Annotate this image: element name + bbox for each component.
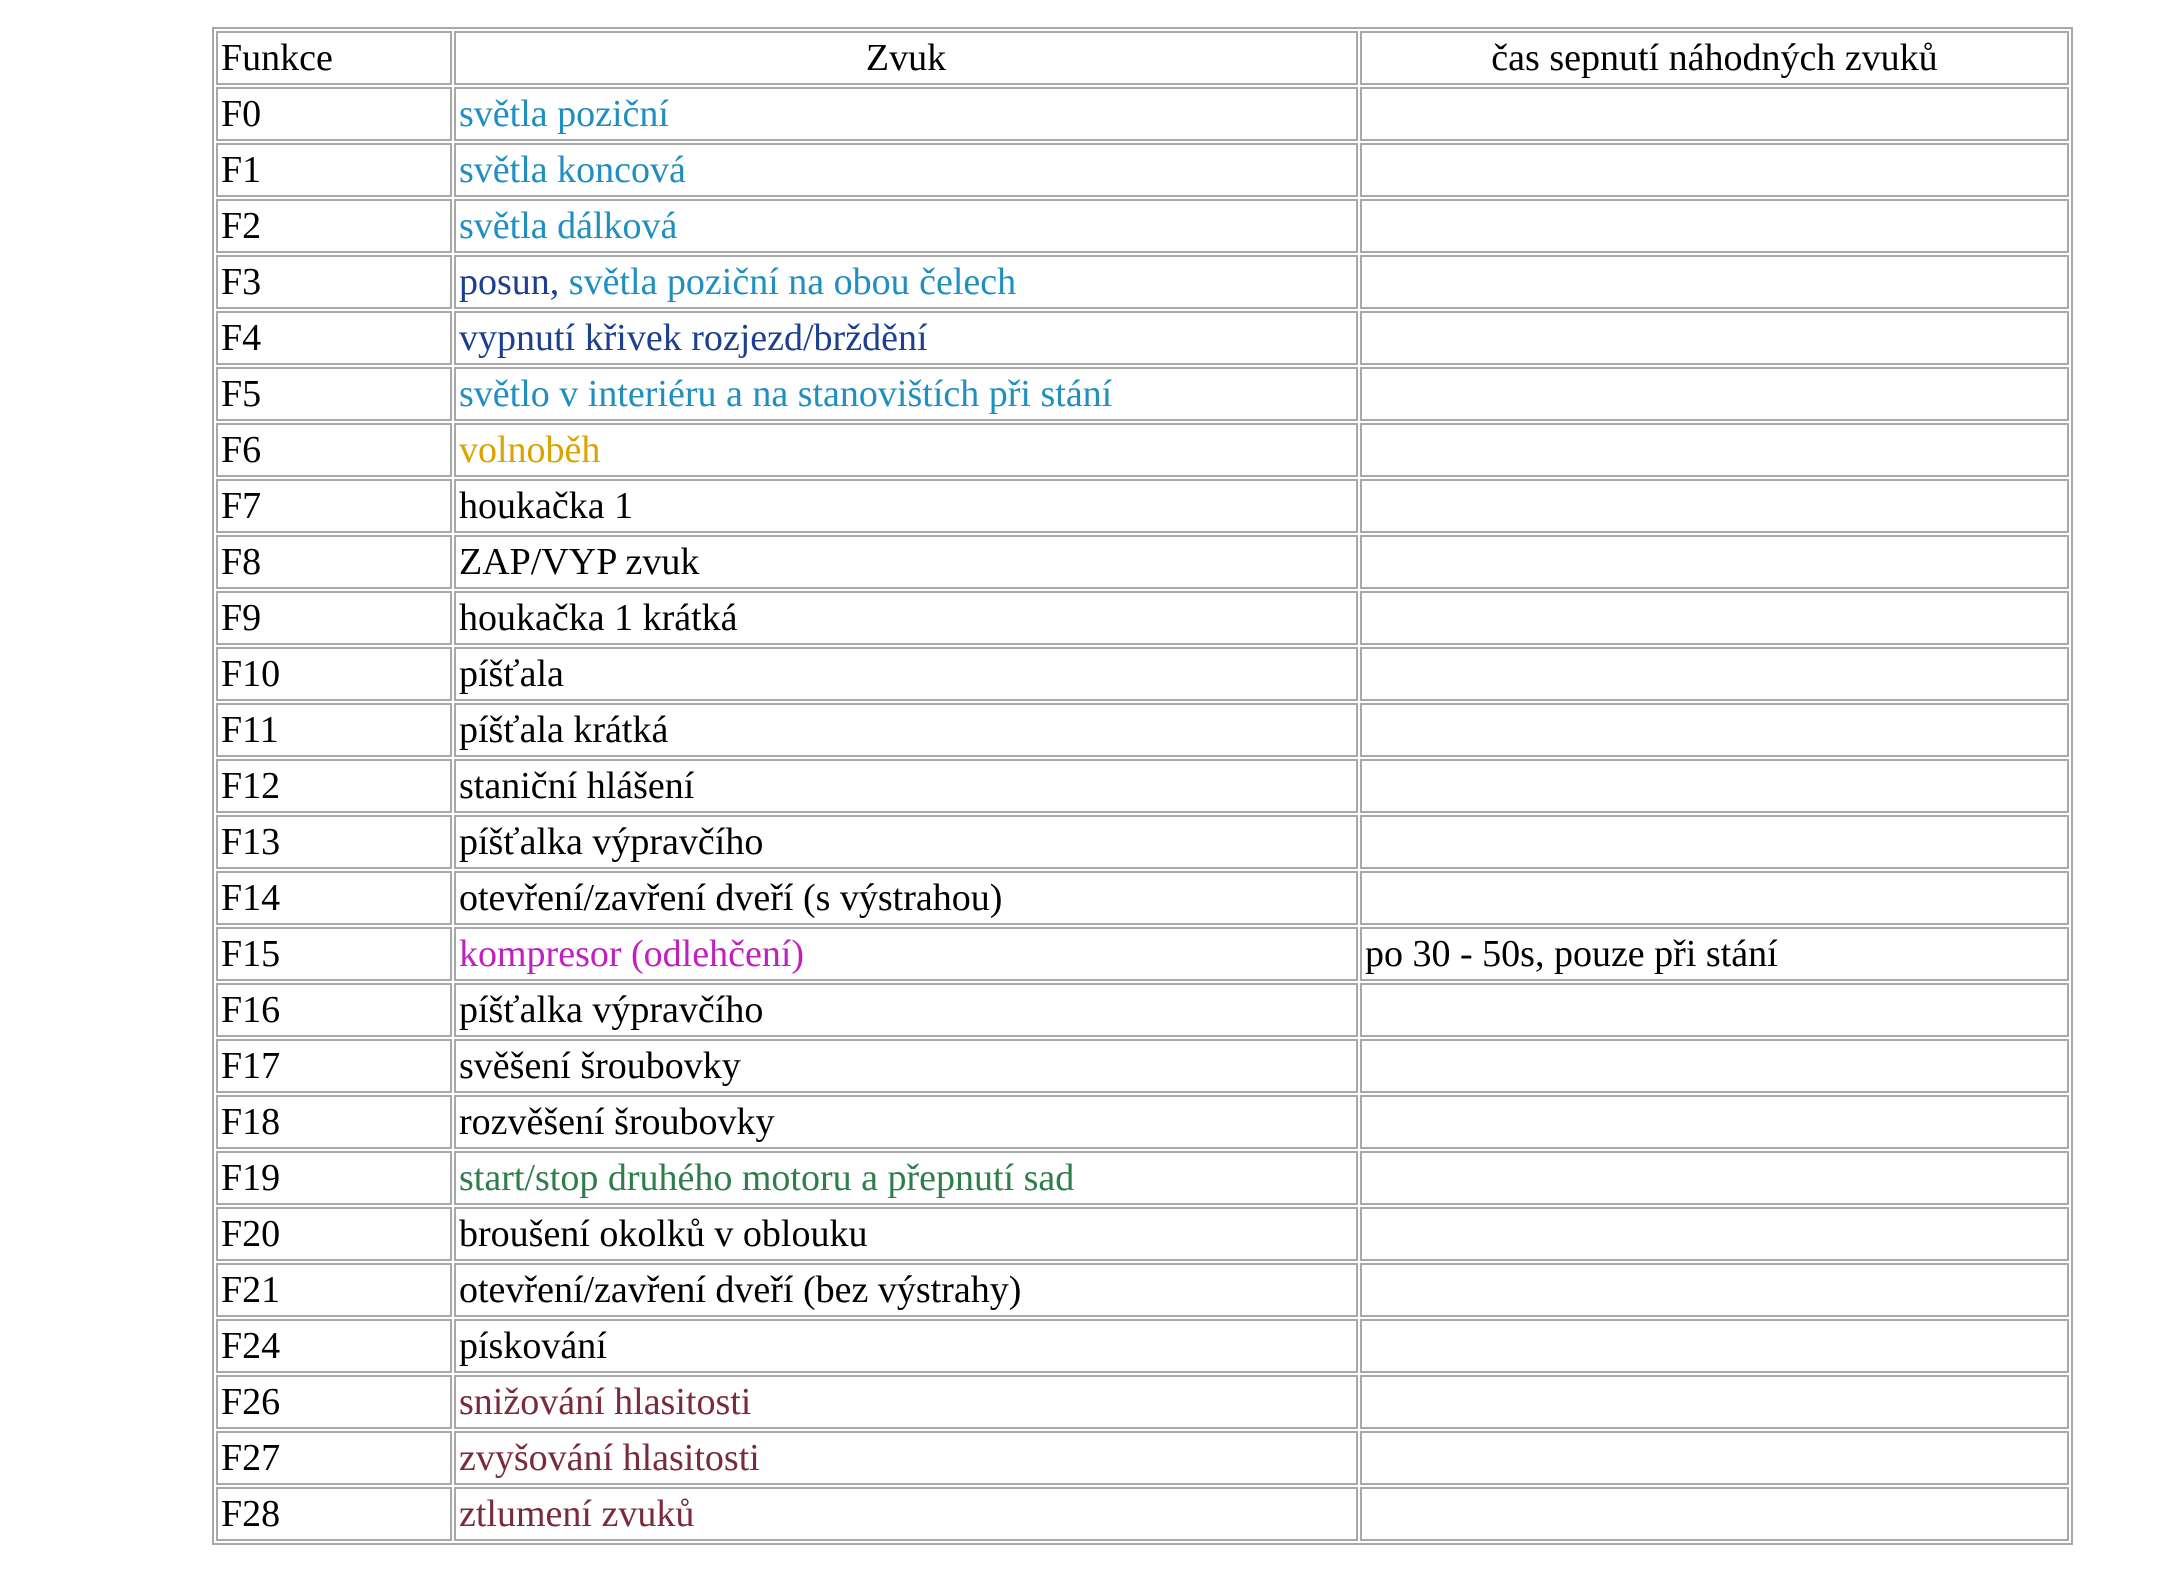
table-row <box>216 983 2069 1037</box>
table-row <box>216 591 2069 645</box>
sound-cell <box>454 199 1358 253</box>
sound-cell <box>454 1487 1358 1541</box>
table-row <box>216 255 2069 309</box>
sound-text: svěšení šroubovky <box>459 1045 741 1087</box>
table-row <box>216 703 2069 757</box>
sound-cell <box>454 423 1358 477</box>
sound-cell <box>454 479 1358 533</box>
sound-cell <box>454 1095 1358 1149</box>
sound-cell <box>454 1431 1358 1485</box>
sound-cell <box>454 255 1358 309</box>
time-cell <box>1360 815 2069 869</box>
table-row <box>216 1375 2069 1429</box>
sound-text: světla poziční <box>459 93 669 135</box>
time-cell <box>1360 1039 2069 1093</box>
sound-cell <box>454 927 1358 981</box>
sound-cell <box>454 1039 1358 1093</box>
table-row <box>216 143 2069 197</box>
table-row <box>216 1263 2069 1317</box>
function-cell: F19 <box>216 1151 452 1205</box>
sound-text: píšťalka výpravčího <box>459 821 764 863</box>
sound-text: volnoběh <box>459 429 601 471</box>
sound-text: snižování hlasitosti <box>459 1381 752 1423</box>
function-cell: F13 <box>216 815 452 869</box>
time-cell <box>1360 759 2069 813</box>
table-header-row <box>216 31 2069 85</box>
function-cell: F17 <box>216 1039 452 1093</box>
sound-text: staniční hlášení <box>459 765 695 807</box>
function-cell: F26 <box>216 1375 452 1429</box>
function-cell: F15 <box>216 927 452 981</box>
table-row <box>216 1151 2069 1205</box>
time-cell <box>1360 1151 2069 1205</box>
function-cell: F3 <box>216 255 452 309</box>
sound-text: ztlumení zvuků <box>459 1493 695 1535</box>
time-cell <box>1360 983 2069 1037</box>
sound-text: píšťala krátká <box>459 709 669 751</box>
sound-cell <box>454 647 1358 701</box>
table-row <box>216 479 2069 533</box>
time-cell <box>1360 199 2069 253</box>
time-cell <box>1360 1319 2069 1373</box>
function-table <box>212 27 2073 1545</box>
time-cell <box>1360 871 2069 925</box>
table-row <box>216 311 2069 365</box>
function-cell: F21 <box>216 1263 452 1317</box>
time-cell <box>1360 143 2069 197</box>
time-cell <box>1360 87 2069 141</box>
sound-text: zvyšování hlasitosti <box>459 1437 760 1479</box>
function-cell: F2 <box>216 199 452 253</box>
function-cell: F27 <box>216 1431 452 1485</box>
sound-cell <box>454 815 1358 869</box>
time-cell <box>1360 479 2069 533</box>
time-cell <box>1360 1095 2069 1149</box>
function-cell: F20 <box>216 1207 452 1261</box>
sound-text: světla poziční na obou čelech <box>568 261 1017 303</box>
table-row <box>216 199 2069 253</box>
table-row <box>216 1487 2069 1541</box>
table-row <box>216 1431 2069 1485</box>
function-cell: F0 <box>216 87 452 141</box>
table-row <box>216 871 2069 925</box>
table-row <box>216 1207 2069 1261</box>
function-cell: F4 <box>216 311 452 365</box>
function-cell: F24 <box>216 1319 452 1373</box>
table-row <box>216 1095 2069 1149</box>
table-row <box>216 759 2069 813</box>
table-row <box>216 367 2069 421</box>
sound-cell <box>454 871 1358 925</box>
table-row <box>216 535 2069 589</box>
time-cell <box>1360 1375 2069 1429</box>
time-cell <box>1360 703 2069 757</box>
sound-text: rozvěšení šroubovky <box>459 1101 775 1143</box>
sound-cell <box>454 1263 1358 1317</box>
sound-text: světla dálková <box>459 205 678 247</box>
sound-cell <box>454 535 1358 589</box>
function-cell: F6 <box>216 423 452 477</box>
sound-text: otevření/zavření dveří (bez výstrahy) <box>459 1269 1022 1311</box>
table-row <box>216 647 2069 701</box>
sound-cell <box>454 983 1358 1037</box>
sound-text: světlo v interiéru a na stanovištích při stání <box>459 373 1113 415</box>
function-cell: F7 <box>216 479 452 533</box>
sound-cell <box>454 143 1358 197</box>
header-function: Funkce <box>216 31 452 85</box>
sound-cell <box>454 1207 1358 1261</box>
function-cell: F10 <box>216 647 452 701</box>
function-cell: F18 <box>216 1095 452 1149</box>
function-cell: F5 <box>216 367 452 421</box>
header-time: čas sepnutí náhodných zvuků <box>1360 31 2069 85</box>
time-cell <box>1360 423 2069 477</box>
sound-text: píšťala <box>459 653 564 695</box>
header-sound: Zvuk <box>454 31 1358 85</box>
table-row <box>216 815 2069 869</box>
time-cell <box>1360 311 2069 365</box>
function-cell: F1 <box>216 143 452 197</box>
sound-text: světla koncová <box>459 149 686 191</box>
sound-cell <box>454 87 1358 141</box>
table-body <box>216 31 2069 1541</box>
time-cell <box>1360 1207 2069 1261</box>
time-cell: po 30 - 50s, pouze při stání <box>1360 927 2069 981</box>
function-cell: F14 <box>216 871 452 925</box>
function-cell: F12 <box>216 759 452 813</box>
time-cell <box>1360 535 2069 589</box>
function-cell: F16 <box>216 983 452 1037</box>
table-row <box>216 87 2069 141</box>
sound-text: houkačka 1 <box>459 485 634 527</box>
time-cell <box>1360 1263 2069 1317</box>
table-row <box>216 423 2069 477</box>
sound-text: start/stop druhého motoru a přepnutí sad <box>459 1157 1075 1199</box>
table-row <box>216 927 2069 981</box>
time-cell <box>1360 591 2069 645</box>
sound-cell <box>454 1319 1358 1373</box>
sound-text: houkačka 1 krátká <box>459 597 738 639</box>
table-row <box>216 1319 2069 1373</box>
function-cell: F28 <box>216 1487 452 1541</box>
table-row <box>216 1039 2069 1093</box>
time-cell <box>1360 647 2069 701</box>
time-cell <box>1360 1431 2069 1485</box>
sound-cell <box>454 759 1358 813</box>
sound-cell <box>454 591 1358 645</box>
time-cell <box>1360 1487 2069 1541</box>
sound-text: broušení okolků v oblouku <box>459 1213 868 1255</box>
sound-text: posun, <box>459 261 569 303</box>
sound-text: otevření/zavření dveří (s výstrahou) <box>459 877 1003 919</box>
sound-cell <box>454 1151 1358 1205</box>
sound-text: ZAP/VYP zvuk <box>459 541 700 583</box>
time-cell <box>1360 367 2069 421</box>
sound-text: pískování <box>459 1325 607 1367</box>
sound-text: píšťalka výpravčího <box>459 989 764 1031</box>
function-cell: F8 <box>216 535 452 589</box>
function-cell: F9 <box>216 591 452 645</box>
sound-text: vypnutí křivek rozjezd/brždění <box>459 317 928 359</box>
sound-cell <box>454 1375 1358 1429</box>
function-cell: F11 <box>216 703 452 757</box>
time-cell <box>1360 255 2069 309</box>
sound-cell <box>454 311 1358 365</box>
sound-cell <box>454 703 1358 757</box>
sound-cell <box>454 367 1358 421</box>
sound-text: kompresor (odlehčení) <box>459 933 805 975</box>
